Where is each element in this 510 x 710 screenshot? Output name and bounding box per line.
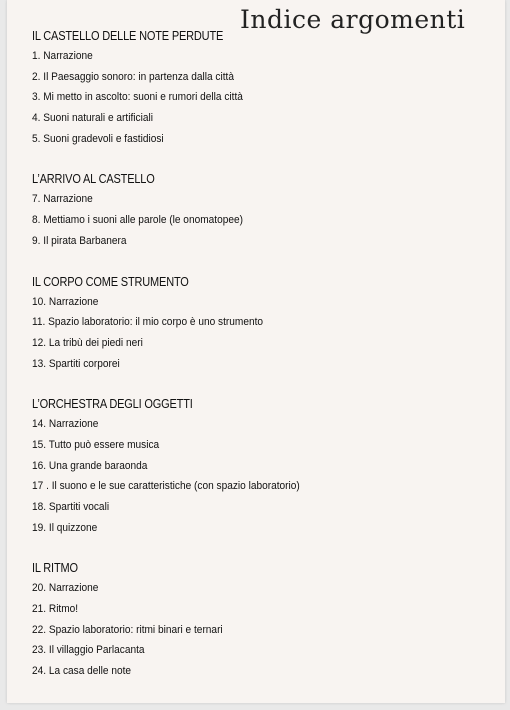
- toc-item: 21. Ritmo!: [32, 603, 79, 616]
- toc-section: [32, 272, 502, 375]
- toc-item: 7. Narrazione: [32, 193, 93, 206]
- toc-section: [32, 394, 502, 538]
- document-page: [7, 0, 505, 703]
- toc-item: 2. Il Paesaggio sonoro: in partenza dalla città: [32, 70, 234, 83]
- toc-item: 15. Tutto può essere musica: [32, 438, 160, 451]
- section-title: L’ARRIVO AL CASTELLO: [32, 172, 155, 187]
- toc-item: 5. Suoni gradevoli e fastidiosi: [32, 132, 164, 145]
- toc-item: 9. Il pirata Barbanera: [32, 234, 127, 247]
- toc-section: [32, 558, 502, 681]
- section-title: IL CASTELLO DELLE NOTE PERDUTE: [32, 29, 224, 43]
- toc-item: 14. Narrazione: [32, 418, 99, 431]
- toc-item: 1. Narrazione: [32, 50, 93, 62]
- toc-item: 12. La tribù dei piedi neri: [32, 336, 143, 349]
- toc-item: 11. Spazio laboratorio: il mio corpo è uno strumento: [32, 316, 264, 329]
- toc-item: 17 . Il suono e le sue caratteristiche (con spazio laboratorio): [32, 480, 300, 493]
- toc-section: [32, 26, 502, 149]
- page-title: Indice argomenti: [240, 5, 466, 34]
- toc-item: 3. Mi metto in ascolto: suoni e rumori della città: [32, 91, 243, 104]
- section-title: L’ORCHESTRA DEGLI OGGETTI: [32, 397, 193, 412]
- toc-item: 24. La casa delle note: [32, 665, 132, 678]
- section-title: IL CORPO COME STRUMENTO: [32, 274, 189, 289]
- section-title: IL RITMO: [32, 561, 78, 576]
- toc-item: 13. Spartiti corporei: [32, 357, 120, 370]
- toc-item: 8. Mettiamo i suoni alle parole (le onomatopee): [32, 214, 243, 227]
- toc-item: 22. Spazio laboratorio: ritmi binari e ternari: [32, 623, 223, 636]
- toc-item: 19. Il quizzone: [32, 521, 98, 534]
- toc-item: 10. Narrazione: [32, 295, 99, 308]
- toc-item: 4. Suoni naturali e artificiali: [32, 112, 153, 125]
- toc-item: 18. Spartiti vocali: [32, 501, 110, 513]
- toc-item: 16. Una grande baraonda: [32, 459, 148, 472]
- toc-section: [32, 169, 502, 251]
- toc-item: 23. Il villaggio Parlacanta: [32, 644, 145, 657]
- table-of-contents: [32, 26, 502, 682]
- toc-item: 20. Narrazione: [32, 582, 99, 595]
